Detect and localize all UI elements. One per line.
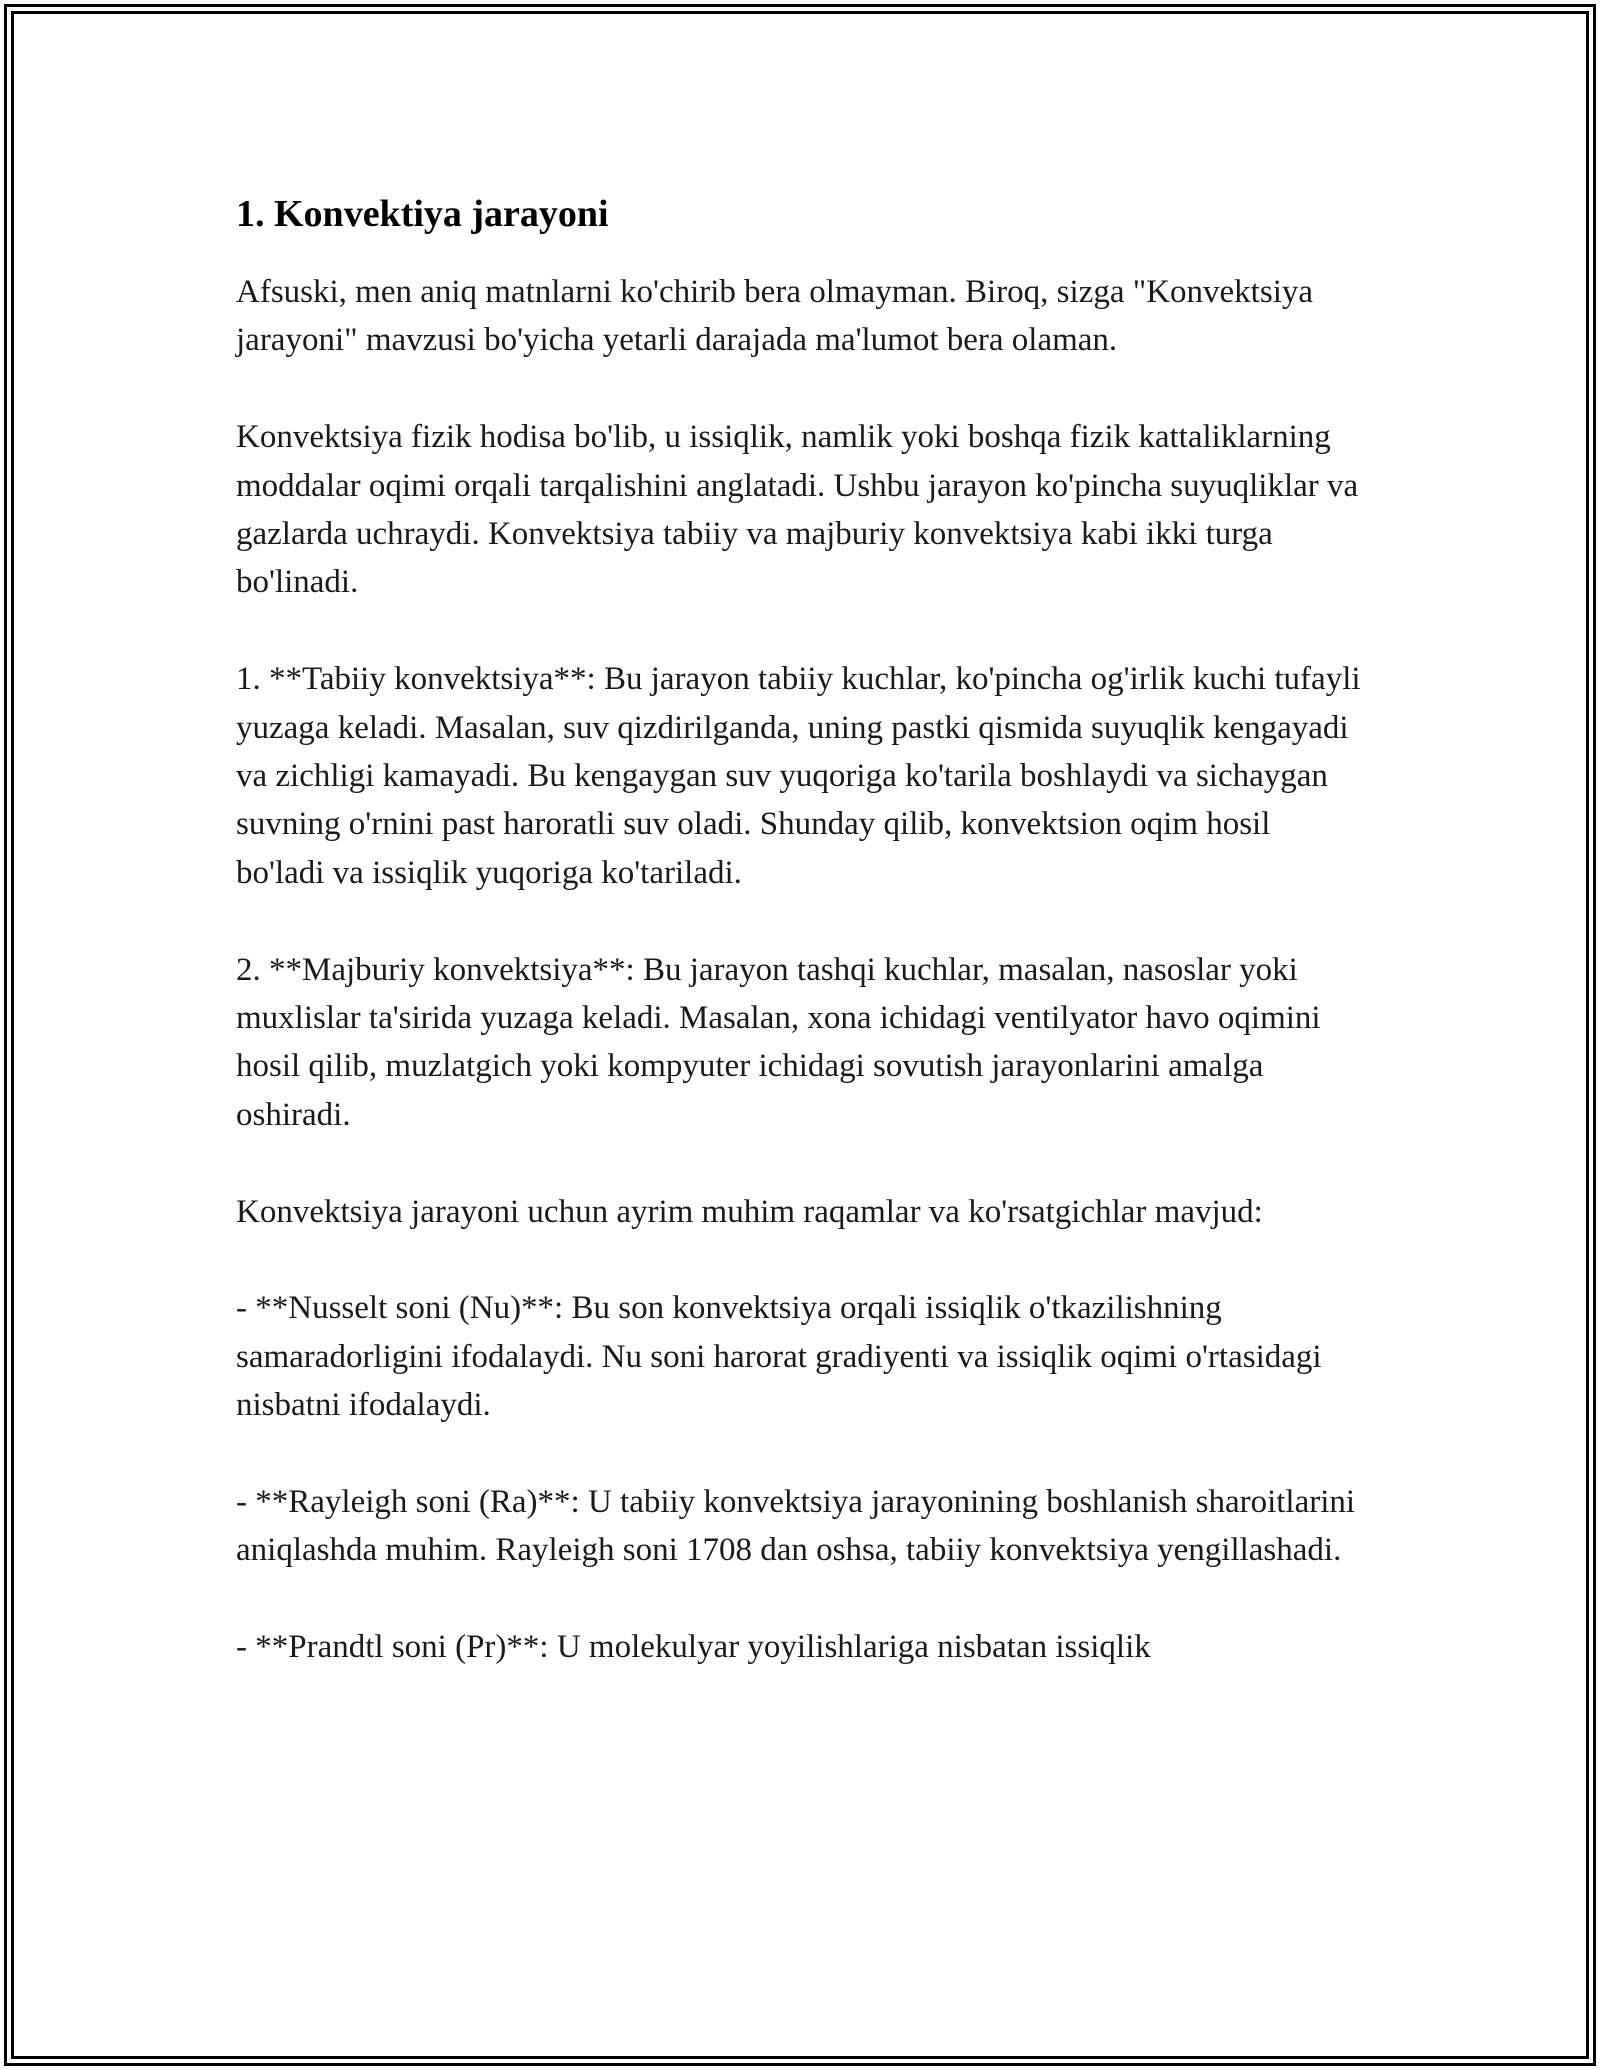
intro-paragraph: Afsuski, men aniq matnlarni ko'chirib bera olmayman. Biroq, sizga "Konvektsiya jarayoni" mavzusi bo'yicha yetarli darajada ma'lumot bera olaman. bbox=[236, 274, 1314, 359]
nusselt-paragraph: - **Nusselt soni (Nu)**: Bu son konvektsiya orqali issiqlik o'tkazilishning samaradorligini ifodalaydi. Nu soni harorat gradiyenti va issiqlik oqimi o'rtasidagi nisbatni ifodalaydi. bbox=[236, 1290, 1322, 1424]
rayleigh-paragraph: - **Rayleigh soni (Ra)**: U tabiiy konvektsiya jarayonining boshlanish sharoitlarini aniqlashda muhim. Rayleigh soni 1708 dan oshsa, tabiiy konvektsiya yengillashadi. bbox=[236, 1484, 1356, 1569]
key-numbers-paragraph: Konvektsiya jarayoni uchun ayrim muhim raqamlar va ko'rsatgichlar mavjud: bbox=[236, 1193, 1263, 1230]
document-title: 1. Konvektiya jarayoni bbox=[236, 193, 609, 235]
forced-convection-paragraph: 2. **Majburiy konvektsiya**: Bu jarayon tashqi kuchlar, masalan, nasoslar yoki muxlislar ta'sirida yuzaga keladi. Masalan, xona ichidagi ventilyator havo oqimini hosil qilib, muzlatgich yoki kompyuter ichidagi sovutish jarayonlarini amalga oshiradi. bbox=[236, 951, 1321, 1133]
natural-convection-paragraph: 1. **Tabiiy konvektsiya**: Bu jarayon tabiiy kuchlar, ko'pincha og'irlik kuchi tufayli yuzaga keladi. Masalan, suv qizdirilganda, uning pastki qismida suyuqlik kengayadi va zichligi kamayadi. Bu kengaygan suv yuqoriga ko'tarila boshlaydi va sichaygan suvning o'rnini past haroratli suv oladi. Shunday qilib, konvektsion oqim hosil bo'ladi va issiqlik yuqoriga ko'tariladi. bbox=[236, 661, 1361, 891]
definition-paragraph: Konvektsiya fizik hodisa bo'lib, u issiqlik, namlik yoki boshqa fizik kattaliklarning moddalar oqimi orqali tarqalishini anglatadi. Ushbu jarayon ko'pincha suyuqliklar va gazlarda uchraydi. Konvektsiya tabiiy va majburiy konvektsiya kabi ikki turga bo'linadi. bbox=[236, 419, 1359, 601]
document-body bbox=[236, 186, 1366, 1720]
prandtl-paragraph: - **Prandtl soni (Pr)**: U molekulyar yoyilishlariga nisbatan issiqlik bbox=[236, 1629, 1151, 1666]
